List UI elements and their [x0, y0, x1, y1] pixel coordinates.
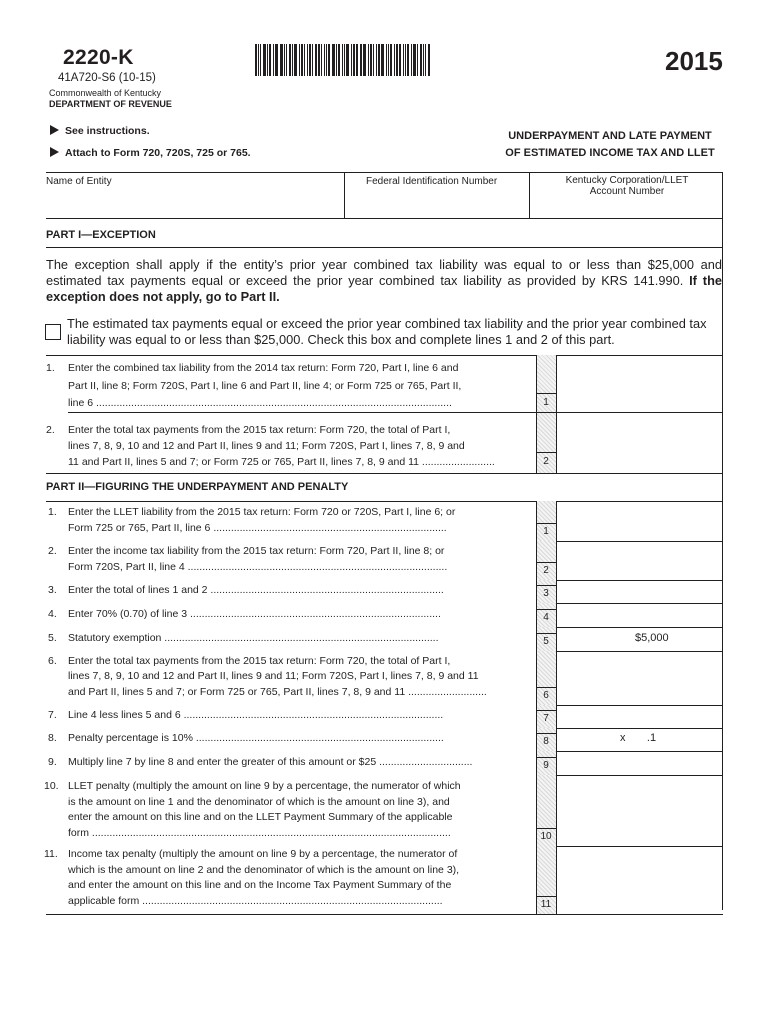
- line-text: Line 4 less lines 5 and 6 .........................................................................................: [68, 708, 444, 721]
- line-text: enter the amount on this line and on the LLET Payment Summary of the applicable: [68, 811, 453, 823]
- instruction-see: See instructions.: [50, 125, 150, 137]
- line-text: Enter the income tax liability from the 2015 tax return: Form 720, Part II, line 8; or: [68, 545, 445, 557]
- fein-field[interactable]: [348, 190, 526, 214]
- form-code: 41A720-S6 (10-15): [58, 72, 156, 84]
- line-box-number: 10: [540, 831, 552, 842]
- line-number: 1.: [48, 506, 57, 518]
- line-text: LLET penalty (multiply the amount on line 9 by a percentage, the numerator of which: [68, 780, 461, 792]
- exception-checkbox-text: The estimated tax payments equal or exceed the prior year combined tax liability and the prior year combined tax liability was equal to or less than $25,000. Check this box and complete lines 1 and 2 of this part.: [67, 316, 707, 347]
- line-text: Form 725 or 765, Part II, line 6 ................................................................................: [68, 521, 447, 534]
- line-box-number: 2: [543, 456, 549, 467]
- form-number: 2220-K: [63, 46, 134, 69]
- entity-name-label: Name of Entity: [46, 176, 112, 187]
- form-title: UNDERPAYMENT AND LATE PAYMENT OF ESTIMATED INCOME TAX AND LLET: [505, 130, 715, 159]
- line-text: form ...........................................................................................................................: [68, 826, 451, 839]
- line-text: lines 7, 8, 9, 10 and 12 and Part II, lines 9 and 11; Form 720S, Part I, lines 7, 8, 9 and 11: [68, 670, 479, 682]
- line-box-number: 1: [543, 397, 549, 408]
- entity-name-field[interactable]: [48, 190, 338, 214]
- part2-line-11-amount[interactable]: [558, 895, 720, 911]
- part2-line-2-amount[interactable]: [558, 561, 720, 577]
- line-number: 9.: [48, 755, 57, 768]
- line-box-number: 5: [543, 636, 549, 647]
- line-text: Income tax penalty (multiply the amount on line 9 by a percentage, the numerator of: [68, 848, 458, 860]
- account-number-label: Kentucky Corporation/LLET Account Number: [565, 175, 689, 197]
- line-number: 11.: [44, 848, 58, 860]
- part-1-title: PART I—EXCEPTION: [46, 229, 156, 241]
- line-text: Penalty percentage is 10% .....................................................................................: [68, 731, 444, 744]
- exception-paragraph: The exception shall apply if the entity’s prior year combined tax liability was equal to or less than $25,000 and estimated tax payments equal or exceed the prior year combined tax liability as provided by KRS 141.990. If the exception does not apply, go to Part II.: [46, 257, 722, 304]
- line-box-number: 8: [543, 736, 549, 747]
- agency-line-1: Commonwealth of Kentucky: [49, 88, 162, 98]
- line-text: Statutory exemption ..............................................................................................: [68, 631, 439, 644]
- line-text: which is the amount on line 2 and the denominator of which is the amount on line 3),: [68, 863, 460, 876]
- line-number: 7.: [48, 708, 57, 721]
- part-2-title: PART II—FIGURING THE UNDERPAYMENT AND PENALTY: [46, 481, 349, 493]
- part1-line-1-amount[interactable]: [558, 395, 720, 411]
- part2-line-3-amount[interactable]: [558, 584, 720, 600]
- line-box-number: 11: [540, 899, 552, 910]
- exception-checkbox[interactable]: [45, 324, 61, 340]
- line-text: is the amount on line 1 and the denominator of which is the amount on line 3), and: [68, 795, 450, 808]
- line-text: Multiply line 7 by line 8 and enter the greater of this amount or $25 ................................: [68, 755, 473, 768]
- line-text: Form 720S, Part II, line 4 .........................................................................................: [68, 560, 448, 573]
- line-number: 4.: [48, 607, 57, 620]
- arrow-icon: [50, 147, 59, 157]
- line-number: 3.: [48, 583, 57, 596]
- preprinted-value: x .1: [620, 732, 657, 744]
- line-number: 2.: [48, 545, 57, 557]
- line-text: Enter the total tax payments from the 2015 tax return: Form 720, the total of Part I,: [68, 654, 451, 667]
- fein-label: Federal Identification Number: [366, 176, 498, 187]
- line-box-number: 2: [543, 565, 549, 576]
- line-number: 5.: [48, 631, 57, 644]
- account-number-field[interactable]: [533, 198, 719, 216]
- part2-line-1-amount[interactable]: [558, 522, 720, 538]
- part2-line-8-amount: [558, 732, 720, 748]
- line-text: and Part II, lines 5 and 7; or Form 725 or 765, Part II, lines 7, 8, 9 and 11 ...........................: [68, 685, 487, 698]
- line-box-number: 3: [543, 588, 549, 599]
- part2-line-9-amount[interactable]: [558, 756, 720, 772]
- arrow-icon: [50, 125, 59, 135]
- line-text: applicable form .......................................................................................................: [68, 894, 443, 907]
- line-text: Enter the LLET liability from the 2015 tax return: Form 720 or 720S, Part I, line 6; or: [68, 506, 456, 518]
- line-box-number: 1: [543, 526, 549, 537]
- line-number: 6.: [48, 654, 57, 667]
- line-text: Enter the total of lines 1 and 2 ................................................................................: [68, 583, 444, 596]
- preprinted-value: $5,000: [635, 632, 669, 644]
- barcode: [255, 44, 431, 76]
- tax-year: 2015: [665, 46, 723, 76]
- part2-line-7-amount[interactable]: [558, 709, 720, 725]
- line-text: and enter the amount on this line and on the Income Tax Payment Summary of the: [68, 879, 452, 891]
- part2-line-4-amount[interactable]: [558, 608, 720, 624]
- line-box-number: 6: [543, 690, 549, 701]
- line-box-number: 7: [543, 713, 549, 724]
- line-text: Enter 70% (0.70) of line 3 ......................................................................................: [68, 607, 441, 620]
- part2-line-6-amount[interactable]: [558, 686, 720, 702]
- line-box-number: 9: [543, 760, 549, 771]
- agency-line-2: DEPARTMENT OF REVENUE: [49, 99, 172, 109]
- part2-line-10-amount[interactable]: [558, 827, 720, 843]
- instruction-attach: Attach to Form 720, 720S, 725 or 765.: [50, 147, 251, 159]
- part2-line-5-amount: [558, 632, 720, 648]
- line-box-number: 4: [543, 612, 549, 623]
- line-number: 10.: [44, 780, 59, 792]
- part1-line-2-amount[interactable]: [558, 454, 720, 470]
- line-number: 8.: [48, 731, 57, 744]
